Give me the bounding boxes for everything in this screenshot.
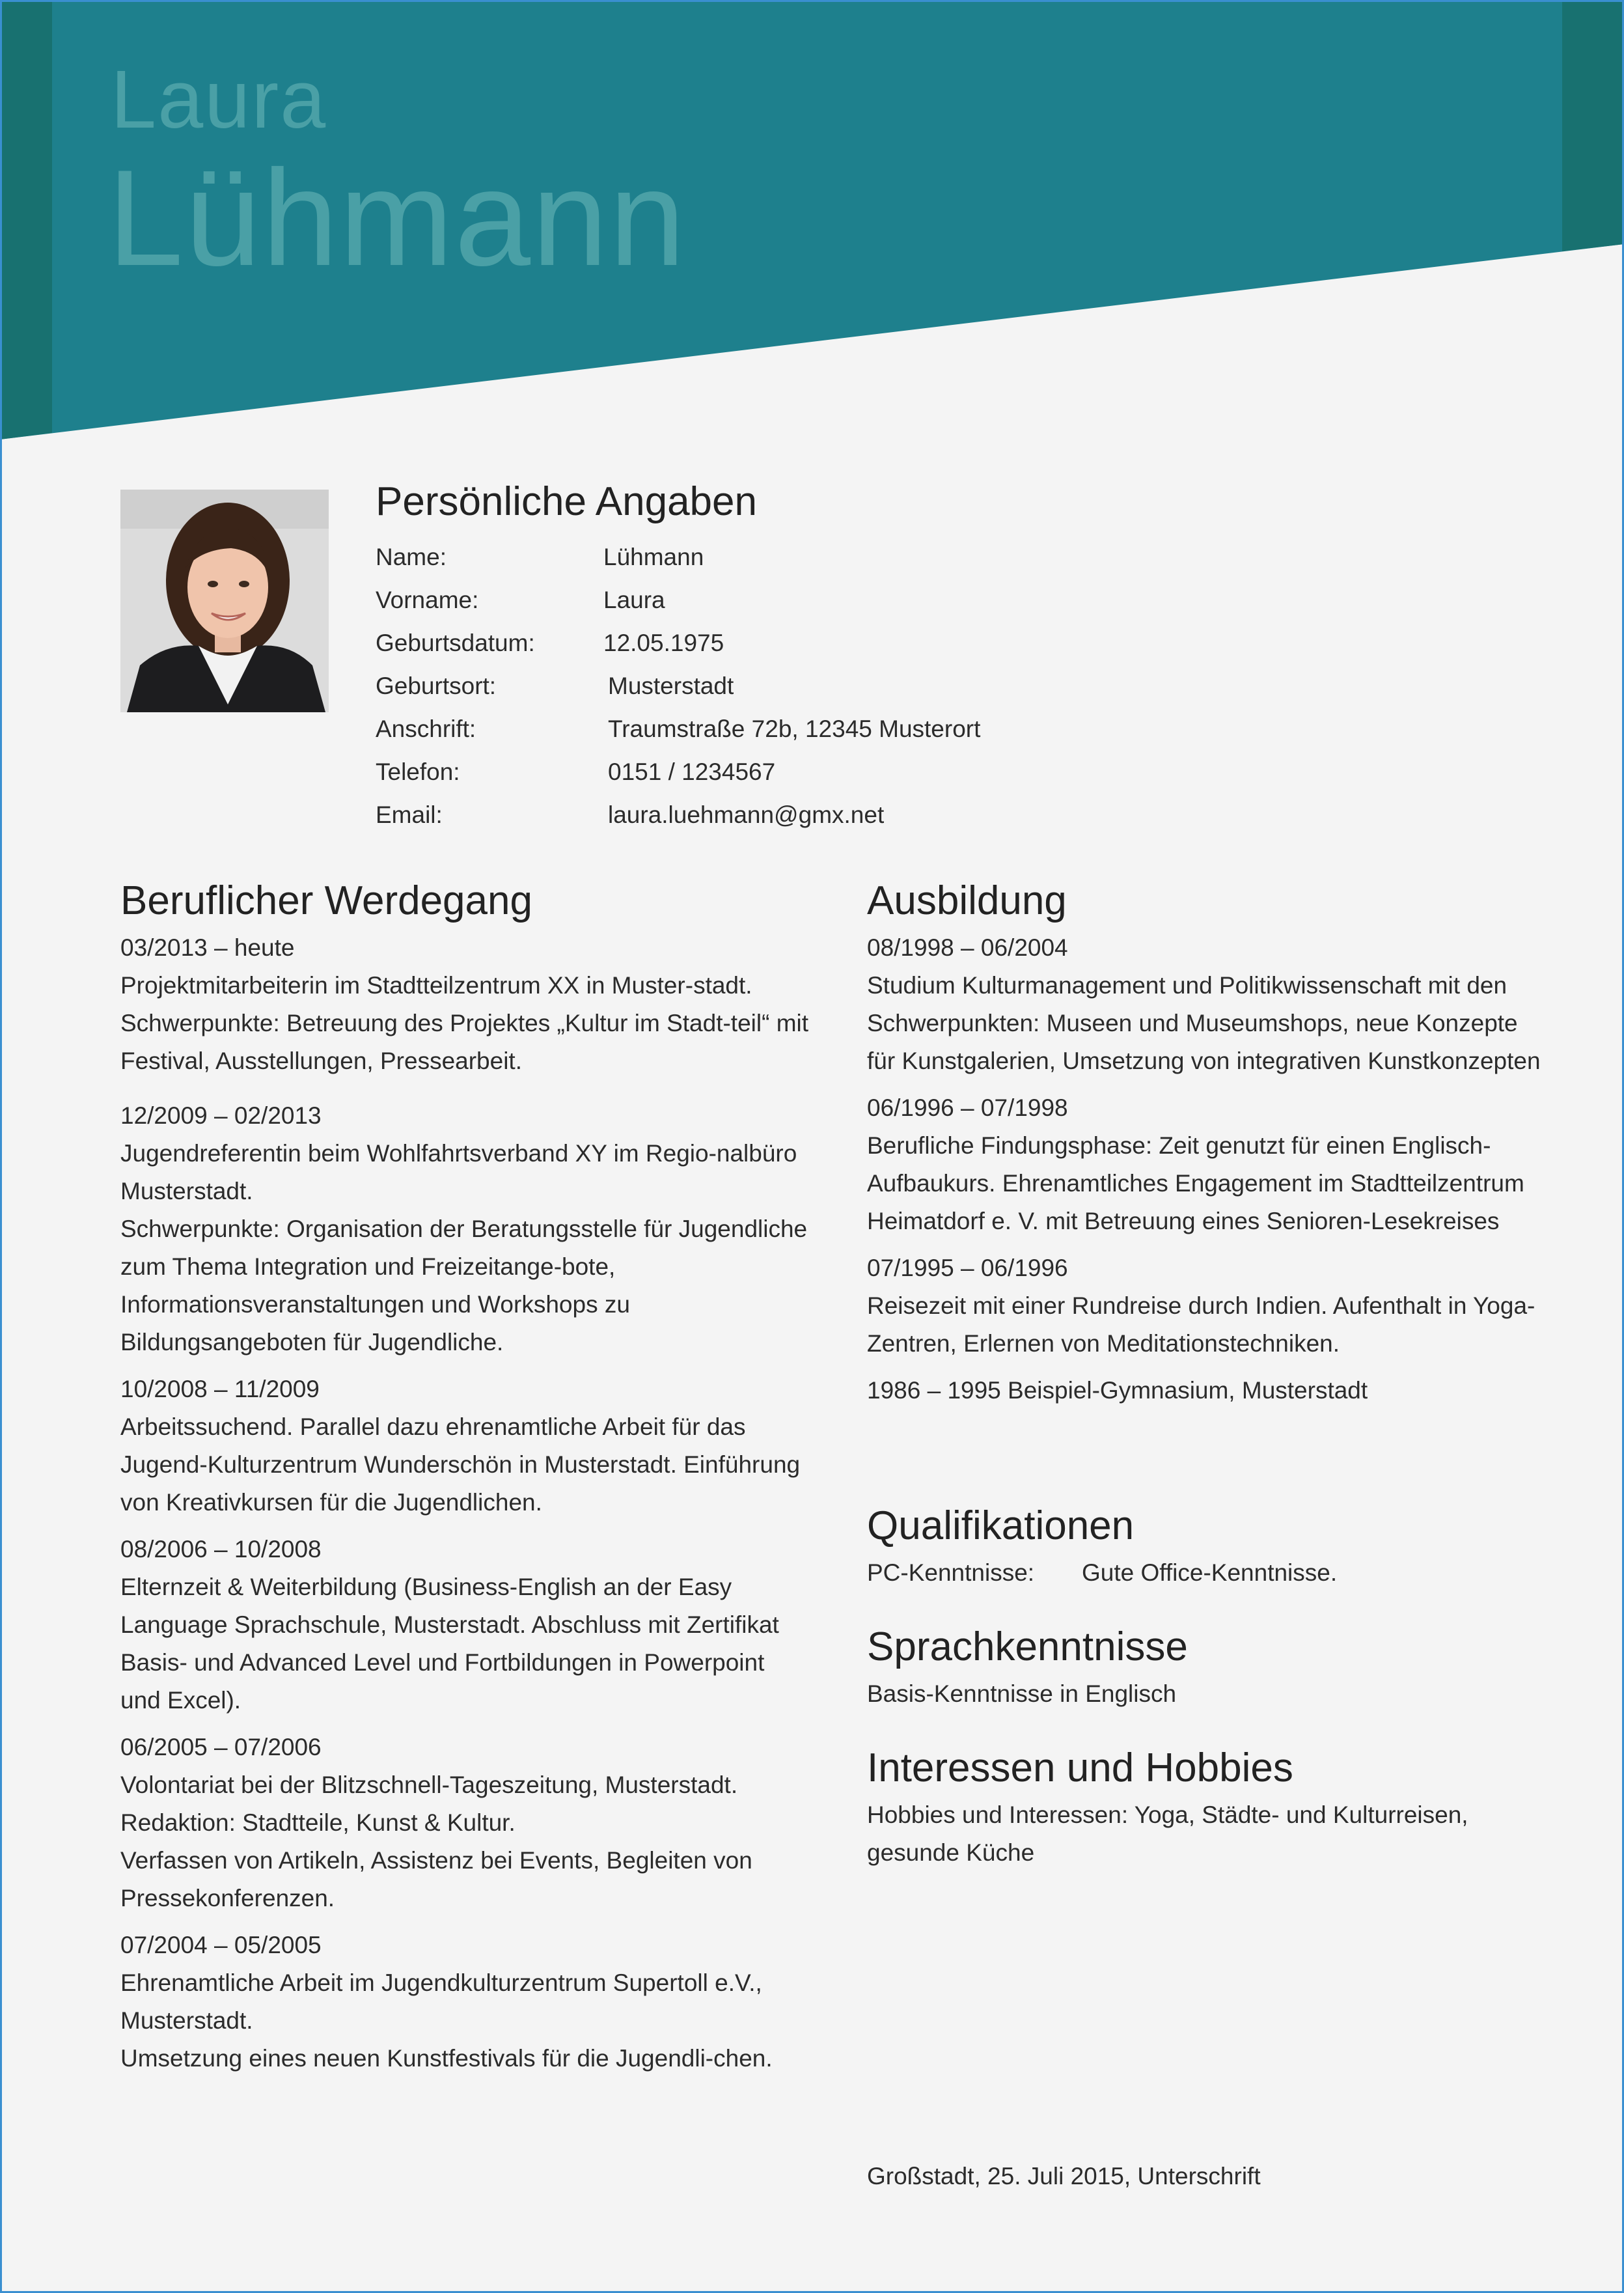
- personal-value: Laura: [603, 587, 665, 613]
- banner-left-stripe: [0, 0, 52, 439]
- education-title: Ausbildung: [867, 878, 1067, 923]
- languages-title: Sprachkenntnisse: [867, 1624, 1188, 1669]
- personal-section: [376, 479, 757, 525]
- career-date: 07/2004 – 05/2005: [120, 1932, 322, 1958]
- signature-line: Großstadt, 25. Juli 2015, Unterschrift: [867, 2163, 1261, 2189]
- career-entry: [120, 1729, 810, 1917]
- qualifications-title: Qualifikationen: [867, 1503, 1135, 1548]
- career-text: Verfassen von Artikeln, Assistenz bei Events, Begleiten von Pressekonferenzen.: [120, 1847, 752, 1911]
- education-text: Reisezeit mit einer Rundreise durch Indien. Aufenthalt in Yoga-Zentren, Erlernen von Meditationstechniken.: [867, 1292, 1535, 1357]
- career-text: Schwerpunkte: Betreuung des Projektes „Kultur im Stadt-teil“ mit Festival, Ausstellungen, Pressearbeit.: [120, 1010, 809, 1074]
- personal-value: 0151 / 1234567: [608, 758, 776, 785]
- personal-row-address: [376, 716, 980, 743]
- hobbies-section: [867, 1745, 1550, 1872]
- career-text: Elternzeit & Weiterbildung (Business-English an der Easy Language Sprachschule, Musterstadt. Abschluss mit Zertifikat Basis- und Advanced Level und Fortbildungen in Powerpoint und Excel).: [120, 1574, 779, 1714]
- personal-label: Name:: [376, 544, 447, 570]
- career-title: Beruflicher Werdegang: [120, 878, 532, 923]
- qualification-label: PC-Kenntnisse:: [867, 1559, 1035, 1586]
- career-text: Ehrenamtliche Arbeit im Jugendkulturzentrum Supertoll e.V., Musterstadt.: [120, 1969, 762, 2034]
- career-text: Arbeitssuchend. Parallel dazu ehrenamtliche Arbeit für das Jugend-Kulturzentrum Wunderschön in Musterstadt. Einführung von Kreativkursen für die Jugendlichen.: [120, 1413, 801, 1516]
- career-entry: [120, 1926, 810, 2078]
- education-date: 07/1995 – 06/1996: [867, 1255, 1068, 1281]
- personal-label: Anschrift:: [376, 716, 476, 742]
- career-text: Volontariat bei der Blitzschnell-Tageszeitung, Musterstadt. Redaktion: Stadtteile, Kunst & Kultur.: [120, 1772, 738, 1836]
- career-text: Jugendreferentin beim Wohlfahrtsverband XY im Regio-nalbüro Musterstadt.: [120, 1140, 797, 1204]
- personal-value: Lühmann: [603, 544, 704, 570]
- personal-label: Telefon:: [376, 758, 460, 785]
- education-section: [867, 878, 1550, 1872]
- languages-section: [867, 1624, 1550, 1713]
- career-text: Schwerpunkte: Organisation der Beratungsstelle für Jugendliche zum Thema Integration und Freizeitange-bote, Informationsveranstaltungen und Workshops zu Bildungsangeboten für Jugendliche.: [120, 1216, 808, 1355]
- education-date: 06/1996 – 07/1998: [867, 1094, 1068, 1121]
- education-date: 08/1998 – 06/2004: [867, 934, 1068, 961]
- career-entry: [120, 1531, 810, 1719]
- personal-row-email: [376, 801, 884, 829]
- career-date: 10/2008 – 11/2009: [120, 1376, 320, 1402]
- career-date: 03/2013 – heute: [120, 934, 295, 961]
- email-link[interactable]: laura.luehmann@gmx.net: [608, 801, 885, 828]
- hobbies-text: Hobbies und Interessen: Yoga, Städte- und Kulturreisen, gesunde Küche: [867, 1801, 1468, 1866]
- career-entry: [120, 929, 810, 1080]
- education-entry: [867, 929, 1550, 1080]
- career-entry: [120, 1370, 810, 1522]
- first-name: Laura: [111, 53, 327, 145]
- languages-text: Basis-Kenntnisse in Englisch: [867, 1680, 1177, 1707]
- qualification-value: Gute Office-Kenntnisse.: [1082, 1559, 1338, 1586]
- personal-title: Persönliche Angaben: [376, 479, 758, 524]
- career-text: Projektmitarbeiterin im Stadtteilzentrum XX in Muster-stadt.: [120, 972, 752, 999]
- career-text: Umsetzung eines neuen Kunstfestivals für die Jugendli-chen.: [120, 2045, 773, 2072]
- qualification-row: [867, 1554, 1550, 1592]
- education-school: 1986 – 1995 Beispiel-Gymnasium, Musterstadt: [867, 1377, 1368, 1404]
- personal-label: Geburtsdatum:: [376, 630, 535, 656]
- personal-value: Musterstadt: [608, 673, 734, 699]
- education-text: Studium Kulturmanagement und Politikwissenschaft mit den Schwerpunkten: Museen und Museumshops, neue Konzepte für Kunstgalerien, Umsetzung von integrativen Kunstkonzepten: [867, 972, 1541, 1074]
- last-name: Lühmann: [107, 141, 687, 294]
- qualifications-section: [867, 1503, 1550, 1592]
- personal-value: 12.05.1975: [603, 630, 724, 656]
- personal-row-phone: [376, 758, 775, 786]
- education-text: Berufliche Findungsphase: Zeit genutzt für einen Englisch-Aufbaukurs. Ehrenamtliches Engagement im Stadtteilzentrum Heimatdorf e. V. mit Betreuung eines Senioren-Lesekreises: [867, 1132, 1524, 1234]
- career-entry: [120, 1097, 810, 1361]
- portrait-photo: [120, 490, 329, 712]
- hobbies-title: Interessen und Hobbies: [867, 1745, 1293, 1790]
- personal-row-name: [376, 544, 704, 571]
- personal-value: Traumstraße 72b, 12345 Musterort: [608, 716, 981, 742]
- personal-label: Vorname:: [376, 587, 479, 613]
- personal-row-birthdate: [376, 630, 724, 657]
- career-section: [120, 878, 810, 2087]
- banner-right-stripe: [1562, 0, 1624, 251]
- personal-label: Geburtsort:: [376, 673, 497, 699]
- career-date: 06/2005 – 07/2006: [120, 1734, 322, 1760]
- personal-label: Email:: [376, 801, 443, 828]
- career-date: 12/2009 – 02/2013: [120, 1102, 322, 1129]
- education-entry: [867, 1089, 1550, 1240]
- personal-row-birthplace: [376, 673, 734, 700]
- career-date: 08/2006 – 10/2008: [120, 1536, 322, 1563]
- personal-row-firstname: [376, 587, 665, 614]
- education-entry: [867, 1249, 1550, 1363]
